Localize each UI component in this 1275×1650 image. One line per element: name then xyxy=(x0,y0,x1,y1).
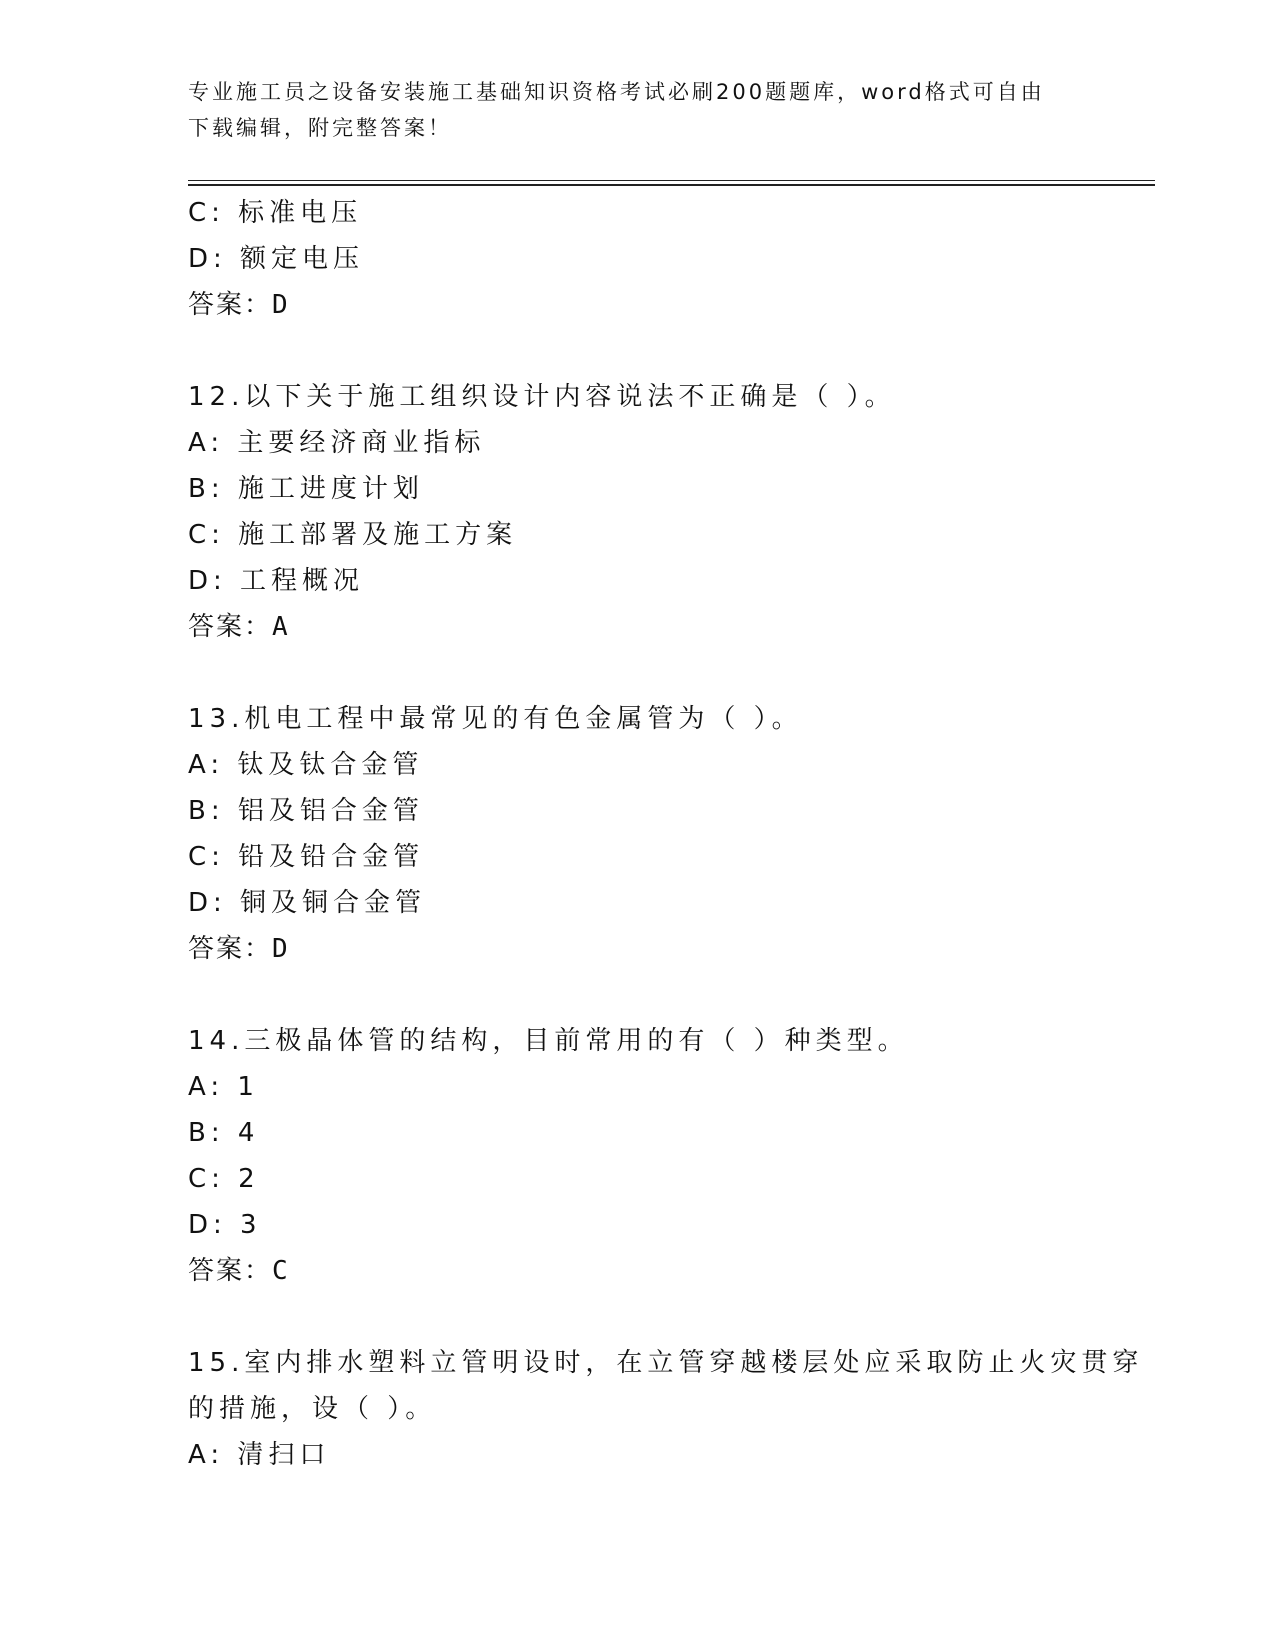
q12-question: 12.以下关于施工组织设计内容说法不正确是（ ）。 xyxy=(188,382,896,412)
q11-option-d: D: 额定电压 xyxy=(188,244,365,274)
spacer xyxy=(188,972,1128,1018)
q13-question: 13.机电工程中最常见的有色金属管为（ ）。 xyxy=(188,704,803,734)
q13-option-c: C: 铅及铅合金管 xyxy=(188,842,425,872)
q13-option-d: D: 铜及铜合金管 xyxy=(188,888,427,918)
document-header xyxy=(188,74,1088,146)
question-list xyxy=(188,190,1144,1478)
header-line-1: 专业施工员之设备安装施工基础知识资格考试必刷200题题库，word格式可自由 xyxy=(188,80,1045,104)
header-line-2: 下载编辑，附完整答案！ xyxy=(188,116,452,140)
spacer xyxy=(188,328,1128,374)
q12-option-c: C: 施工部署及施工方案 xyxy=(188,520,518,550)
q15-option-a: A: 清扫口 xyxy=(188,1440,331,1470)
q14-option-a: A: 1 xyxy=(188,1072,259,1102)
q13-answer: 答案：D xyxy=(188,934,290,964)
q14-option-b: B: 4 xyxy=(188,1118,260,1148)
q12-option-b: B: 施工进度计划 xyxy=(188,474,424,504)
header-divider-thin xyxy=(188,180,1155,181)
q12-answer: 答案：A xyxy=(188,612,290,642)
q13-option-a: A: 钛及钛合金管 xyxy=(188,750,424,780)
q11-answer: 答案：D xyxy=(188,290,290,320)
header-divider-thick xyxy=(188,184,1155,186)
q15-question-line-2: 的措施，设（ ）。 xyxy=(188,1394,437,1424)
q14-answer: 答案：C xyxy=(188,1256,290,1286)
q13-option-b: B: 铝及铝合金管 xyxy=(188,796,424,826)
q14-question: 14.三极晶体管的结构，目前常用的有（ ）种类型。 xyxy=(188,1026,909,1056)
q12-option-a: A: 主要经济商业指标 xyxy=(188,428,486,458)
q14-option-c: C: 2 xyxy=(188,1164,260,1194)
q15-question-line-1: 15.室内排水塑料立管明设时，在立管穿越楼层处应采取防止火灾贯穿 xyxy=(188,1348,1144,1378)
spacer xyxy=(188,1294,1128,1340)
q12-option-d: D: 工程概况 xyxy=(188,566,365,596)
spacer xyxy=(188,650,1128,696)
q14-option-d: D: 3 xyxy=(188,1210,262,1240)
q11-option-c: C: 标准电压 xyxy=(188,198,363,228)
